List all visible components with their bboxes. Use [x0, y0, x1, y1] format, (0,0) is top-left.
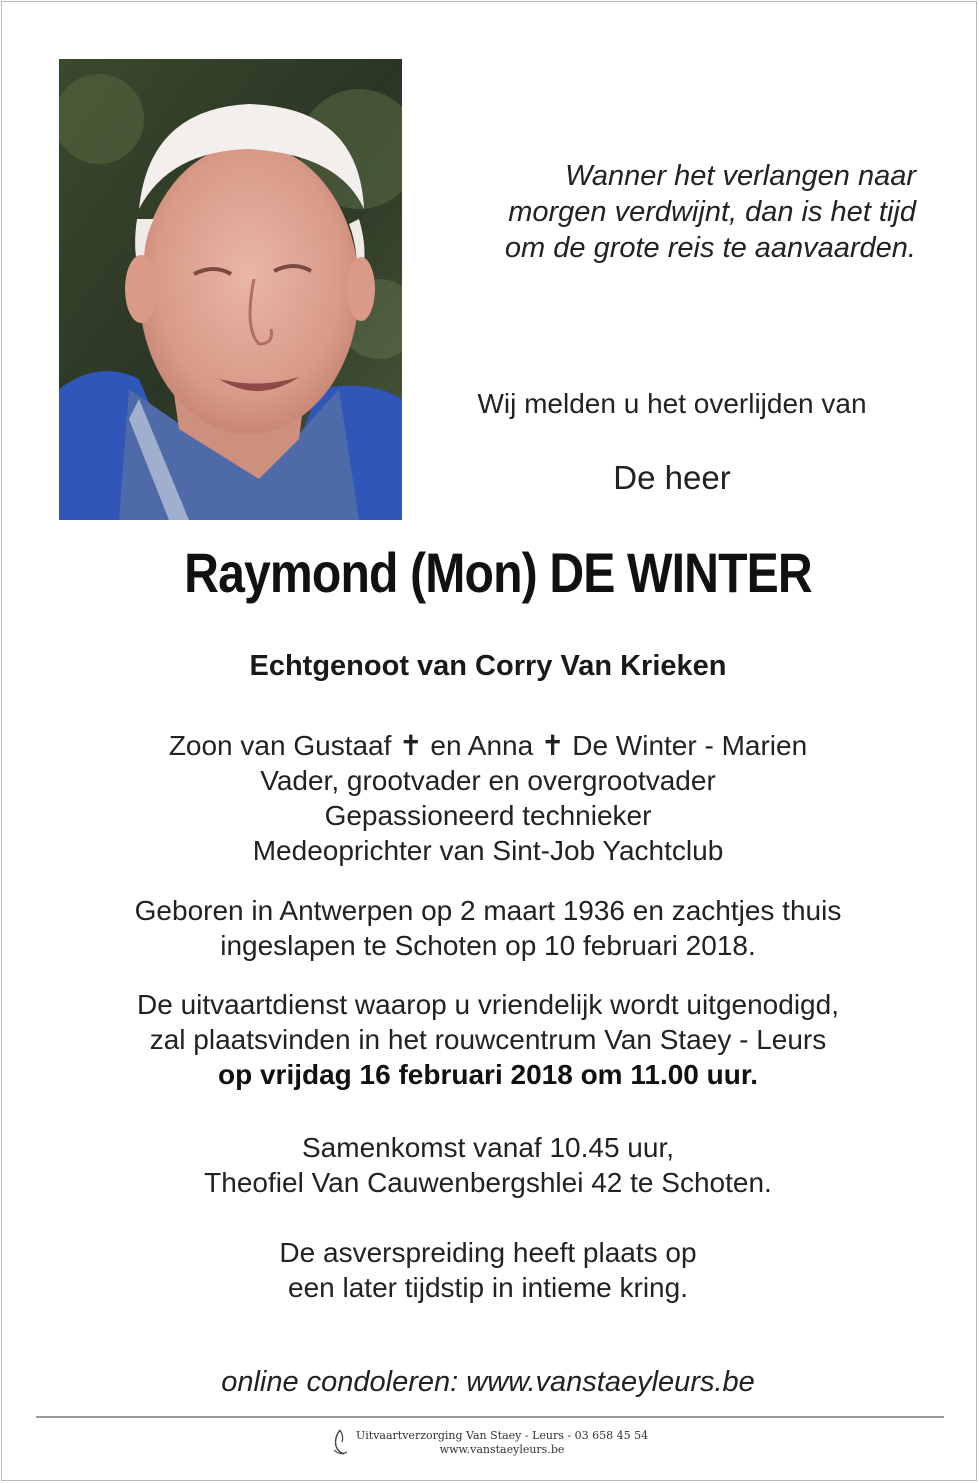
funeral-home-logo-icon — [330, 1428, 350, 1458]
footer-divider — [36, 1416, 944, 1418]
parents-prefix: Zoon van Gustaaf — [168, 730, 392, 761]
memorial-quote — [456, 158, 916, 266]
quote-line: Wanner het verlangen naar — [565, 160, 916, 192]
family-line: Medeoprichter van Sint-Job Yachtclub — [252, 835, 724, 866]
deceased-name: Raymond (Mon) DE WINTER — [184, 541, 812, 604]
gathering-line: Theofiel Van Cauwenbergshlei 42 te Schoten. — [204, 1167, 772, 1198]
ashes-block — [0, 1235, 976, 1305]
service-line: zal plaatsvinden in het rouwcentrum Van Staey - Leurs — [149, 1024, 827, 1055]
gathering-block — [0, 1130, 976, 1200]
cross-icon: ✝ — [540, 730, 565, 761]
footer — [330, 1426, 648, 1460]
footer-website[interactable]: www.vanstaeyleurs.be — [439, 1443, 565, 1456]
parents-middle: en Anna — [430, 730, 534, 761]
birth-death-line: ingeslapen te Schoten op 10 februari 2018. — [220, 930, 756, 961]
ashes-line: De asverspreiding heeft plaats op — [279, 1237, 697, 1268]
parents-suffix: De Winter - Marien — [572, 730, 808, 761]
gathering-line: Samenkomst vanaf 10.45 uur, — [302, 1132, 674, 1163]
portrait-photo — [59, 59, 402, 520]
birth-death-line: Geboren in Antwerpen op 2 maart 1936 en zachtjes thuis — [134, 895, 842, 926]
birth-death-block — [0, 893, 976, 963]
quote-line: morgen verdwijnt, dan is het tijd — [508, 196, 916, 228]
spouse-line: Echtgenoot van Corry Van Krieken — [249, 650, 727, 682]
parents-line — [0, 728, 976, 763]
ashes-line: een later tijdstip in intieme kring. — [288, 1272, 688, 1303]
announcement-text: Wij melden u het overlijden van — [477, 388, 867, 419]
quote-line: om de grote reis te aanvaarden. — [504, 232, 916, 264]
service-line: De uitvaartdienst waarop u vriendelijk wordt uitgenodigd, — [137, 989, 839, 1020]
cross-icon: ✝ — [399, 730, 423, 761]
family-line: Vader, grootvader en overgrootvader — [260, 765, 716, 796]
family-line: Gepassioneerd technieker — [324, 800, 652, 831]
condolence-link[interactable]: online condoleren: www.vanstaeyleurs.be — [221, 1366, 755, 1398]
footer-text — [356, 1429, 648, 1457]
service-block — [0, 987, 976, 1092]
footer-company: Uitvaartverzorging Van Staey - Leurs - 03 658 45 54 — [356, 1429, 649, 1442]
service-date: op vrijdag 16 februari 2018 om 11.00 uur. — [217, 1059, 758, 1090]
family-block — [0, 728, 976, 868]
honorific: De heer — [613, 459, 731, 496]
